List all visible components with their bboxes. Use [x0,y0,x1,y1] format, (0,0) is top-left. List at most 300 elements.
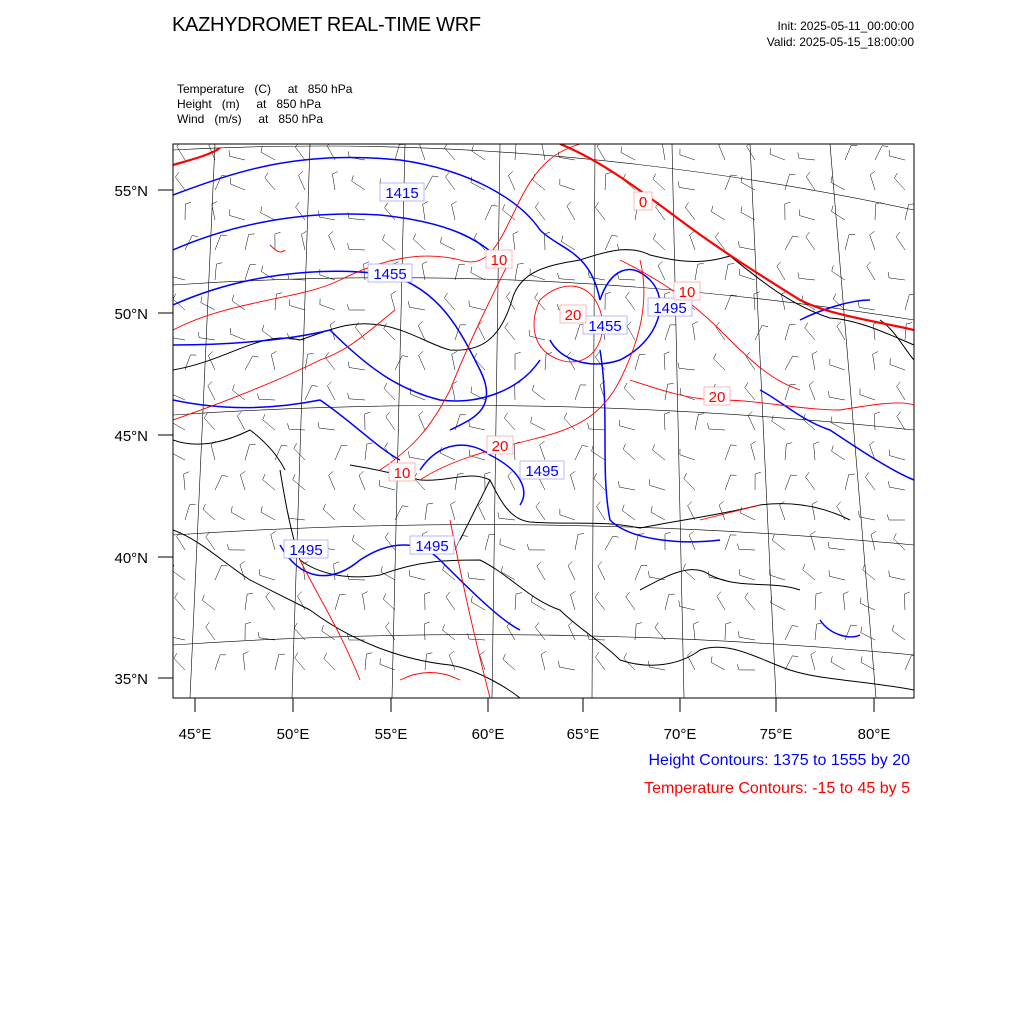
wind-barb-flag [222,476,228,477]
wind-barb [575,325,580,340]
wind-barb [897,416,905,430]
wind-barb [837,326,845,340]
wind-barb-flag [385,443,388,448]
wind-barb [472,151,485,160]
wind-barb [622,510,635,520]
wind-barb-flag [793,356,799,357]
wind-barb-flag [540,441,545,445]
wind-barb [320,275,335,280]
wind-barb-flag [741,207,742,213]
wind-barb-flag [170,388,171,394]
wind-barb-flag [409,451,410,457]
wind-barb [381,572,395,580]
wind-barb-flag [469,421,470,427]
wind-barb-flag [867,262,871,267]
wind-barb [709,429,725,430]
wind-barb [215,655,220,670]
wind-barb [905,295,909,310]
wind-barb-flag [424,622,430,624]
wind-barb [507,626,515,640]
wind-barb [772,540,785,550]
wind-barb-flag [202,595,204,601]
wind-barb-flag [888,272,889,278]
wind-barb-flag [413,234,416,239]
wind-barb-flag [535,622,539,627]
wind-barb-flag [367,443,373,444]
wind-barb-flag [612,236,618,237]
wind-barb-flag [812,351,817,354]
wind-barb [206,627,215,640]
wind-barb-flag [567,202,571,207]
wind-barb-flag [708,423,710,429]
wind-barb [889,487,905,490]
wind-barb-flag [208,351,213,355]
wind-barb [334,564,335,580]
wind-barb [535,207,545,220]
wind-barb-flag [653,234,656,240]
wind-barb-flag [258,632,259,638]
wind-barb-flag [569,621,573,625]
wind-barb [320,305,335,310]
wind-barb [455,265,459,281]
wind-barb-flag [679,601,680,607]
wind-barb [863,570,875,580]
wind-barb-flag [751,441,756,444]
wind-barb-flag [896,232,900,237]
wind-barb-flag [828,542,829,548]
wind-barb-flag [858,302,859,308]
wind-barb-flag [423,202,428,205]
wind-barb [409,307,425,310]
wind-barb [771,603,785,610]
wind-barb [845,625,851,640]
wind-barb [199,338,215,340]
wind-barb [541,655,545,671]
wind-barb-flag [688,502,692,506]
wind-barb [653,179,665,190]
wind-barb-flag [452,201,457,204]
wind-barb-flag [860,598,861,604]
wind-barb [208,386,215,400]
wind-barb-flag [717,592,721,597]
wind-barb [725,264,728,280]
wind-barb-flag [806,232,810,237]
wind-barb [890,456,905,460]
wind-barb-flag [594,473,597,478]
wind-barb [353,509,365,520]
wind-barb-flag [275,232,281,234]
wind-barb [745,388,755,400]
wind-barb-flag [445,143,448,148]
wind-barb-flag [201,297,202,303]
wind-barb-flag [319,211,320,217]
wind-barb [301,234,305,250]
wind-barb [561,242,575,251]
wind-barb [777,266,785,280]
wind-barb [289,518,305,520]
temperature-label: 20 [491,438,509,455]
wind-barb-flag [714,353,717,358]
wind-barb-flag [649,661,650,667]
wind-barb-flag [422,261,427,264]
wind-barb [892,631,905,640]
wind-barb-flag [192,236,198,237]
wind-barb-flag [785,202,791,204]
wind-barb [349,368,365,371]
temperature-label: 20 [564,307,582,324]
wind-barb-flag [261,506,262,512]
wind-barb-flag [693,622,698,624]
wind-barb-flag [711,206,712,212]
wind-barb [425,504,427,520]
wind-barb-flag [513,232,518,235]
wind-barb-flag [669,594,675,595]
wind-barb [725,295,731,310]
wind-barb [323,509,335,520]
wind-barb-flag [169,631,170,637]
wind-barb-flag [772,535,774,541]
wind-barb-flag [814,442,820,444]
wind-barb [664,354,665,370]
wind-barb [832,271,845,280]
wind-barb [349,580,365,581]
wind-barb-flag [359,471,364,475]
wind-barb [785,356,793,370]
wind-barb-flag [288,423,290,429]
wind-barb-flag [595,352,599,357]
wind-barb-flag [739,241,740,247]
wind-barb-flag [265,173,268,178]
wind-barb-flag [384,383,387,388]
wind-barb [425,176,433,190]
wind-barb-flag [745,383,748,388]
wind-barb [679,606,695,610]
wind-barb [560,515,575,520]
wind-barb [245,594,247,610]
wind-barb [170,276,186,280]
height-label: 1495 [525,463,559,480]
wind-barb [275,655,279,671]
wind-barb-flag [745,593,748,598]
wind-barb [748,416,755,430]
wind-barb [719,145,725,160]
wind-barb [635,565,641,580]
temperature-label: 0 [638,194,648,211]
wind-barb [169,637,185,640]
wind-barb [290,306,305,311]
wind-barb-flag [843,592,848,595]
wind-barb-flag [678,362,679,368]
wind-barb [741,513,755,520]
wind-barb-flag [668,383,674,384]
wind-barb [386,417,395,430]
wind-barb [725,624,726,640]
wind-barb [327,386,335,400]
wind-barb-flag [498,512,499,518]
wind-barb-flag [619,481,620,487]
wind-barb-flag [889,481,890,487]
lat-label: 35°N [114,671,148,688]
wind-barb [843,594,845,610]
wind-barb-flag [626,592,630,597]
wind-barb [725,535,730,550]
wind-barb [829,397,845,400]
wind-barb-flag [755,472,761,474]
wind-barb [665,325,670,340]
wind-barb-flag [741,176,742,182]
wind-barb [635,355,639,370]
wind-barb [452,354,455,370]
wind-barb-flag [568,562,572,566]
wind-barb-flag [329,471,334,475]
wind-barb [624,659,635,670]
wind-barb [295,658,305,670]
wind-barb-flag [738,631,739,637]
wind-barb [230,334,245,340]
wind-barb-flag [777,262,781,267]
wind-barb-flag [471,596,472,602]
temperature-label: 10 [393,465,411,482]
wind-barb-flag [649,571,650,577]
wind-barb [305,354,308,370]
wind-barb-flag [606,172,612,174]
wind-barb-flag [578,534,584,535]
wind-barb-flag [348,243,350,249]
wind-barb [446,597,455,610]
wind-barb-flag [873,352,878,355]
wind-barb-flag [537,562,541,567]
wind-barb [230,156,246,160]
wind-barb [208,356,215,371]
wind-barb-flag [386,412,390,417]
lat-label: 55°N [114,183,148,200]
wind-barb-flag [892,625,894,631]
wind-barb [289,279,305,280]
wind-barb [684,479,695,490]
wind-barb [542,144,545,160]
wind-barb [203,509,215,520]
wind-barb-flag [402,356,408,357]
wind-barb [319,217,335,220]
wind-barb-flag [812,501,817,504]
wind-barb [261,512,275,520]
wind-barb-flag [592,446,594,452]
wind-barb [799,278,815,280]
wind-barb [531,602,545,610]
wind-barb [532,390,545,400]
wind-barb-flag [627,322,631,327]
wind-barb-flag [621,147,622,153]
wind-barb-flag [468,572,469,578]
wind-barb [605,536,613,550]
wind-barb-flag [204,413,207,418]
wind-barb [845,145,851,160]
height-label: 1495 [415,538,449,555]
wind-barb-flag [365,412,371,414]
wind-barb-flag [605,292,611,294]
wind-barb-flag [624,383,627,388]
wind-barb-flag [532,385,534,391]
wind-barb-flag [341,445,347,446]
wind-barb [739,549,755,550]
wind-barb [478,326,485,340]
height-label: 1495 [289,542,323,559]
wind-barb-flag [418,321,422,325]
wind-barb [809,385,815,400]
wind-barb [873,324,875,340]
wind-barb-flag [655,623,658,628]
wind-barb [271,355,275,371]
wind-barb [230,216,245,221]
wind-barb-flag [623,444,625,449]
field-wind: Wind (m/s) at 850 hPa [177,112,324,126]
wind-barb [499,518,515,520]
wind-barb [335,595,340,610]
wind-barb-flag [582,446,588,447]
wind-barb-flag [480,651,485,655]
wind-barb-flag [596,652,600,657]
wind-barb [469,639,485,640]
wind-barb-flag [613,536,619,537]
wind-barb-flag [658,261,662,265]
wind-barb [658,266,665,280]
map-title: KAZHYDROMET REAL-TIME WRF [172,14,481,36]
wind-barb [513,234,515,250]
wind-barb-flag [230,328,231,334]
wind-barb-flag [485,472,491,474]
field-height: Height (m) at 850 hPa [177,97,322,111]
wind-barb-flag [385,203,388,208]
wind-barb [831,662,845,670]
wind-barb [289,429,305,430]
height-legend: Height Contours: 1375 to 1555 by 20 [648,752,910,769]
wind-barb-flag [792,656,798,657]
wind-barb-flag [240,471,245,474]
wind-barb-flag [492,206,498,207]
wind-barb [830,365,845,370]
wind-barb [295,147,305,160]
wind-barb-flag [693,322,698,325]
wind-barb-flag [347,304,349,310]
wind-barb-flag [531,417,532,423]
wind-barb [772,421,785,430]
wind-barb-flag [294,443,297,448]
wind-barb [172,571,185,580]
wind-barb [754,294,755,310]
wind-barb [177,536,185,550]
lat-label: 40°N [114,550,148,567]
wind-barb [329,235,335,250]
wind-barb-flag [427,503,433,504]
height-label: 1495 [653,300,687,317]
wind-barb [831,182,845,190]
wind-barb [619,487,635,490]
wind-barb-flag [261,266,262,272]
wind-barb [383,240,396,250]
wind-barb [785,325,790,340]
wind-barb [564,418,575,430]
wind-barb-flag [474,353,477,358]
wind-barb [832,451,845,460]
wind-barb-flag [678,181,679,187]
wind-barb-flag [816,593,822,595]
wind-barb-flag [318,422,319,428]
wind-barb-flag [449,651,454,655]
wind-barb [803,570,815,580]
wind-barb [424,624,425,640]
wind-barb [175,177,185,190]
wind-barb [653,239,665,250]
wind-barb-flag [355,322,358,327]
wind-barb [571,595,576,610]
wind-barb [567,206,575,220]
wind-barb [215,235,221,250]
wind-barb [175,598,185,610]
wind-barb [831,423,845,431]
wind-barb [215,264,216,280]
wind-barb-flag [293,474,295,480]
wind-barb [419,355,425,370]
wind-barb [569,625,576,640]
wind-barb-flag [348,393,349,399]
wind-barb [365,654,366,670]
temperature-label: 10 [678,284,696,301]
wind-barb [515,264,518,280]
wind-barb-flag [728,264,734,265]
wind-barb [362,594,365,610]
wind-barb-flag [504,413,507,418]
wind-barb [359,475,365,490]
wind-barb-flag [474,233,477,238]
wind-barb [889,577,905,580]
height-contours [173,157,914,637]
wind-barb [329,475,335,490]
wind-barb [597,506,606,520]
wind-barb [598,566,605,580]
wind-barb [324,659,335,671]
wind-barb-flag [762,326,768,327]
wind-barb [445,148,455,160]
wind-barb [680,155,695,160]
wind-barb-flag [173,294,176,300]
temperature-label: 10 [490,252,508,269]
wind-barb [875,146,882,160]
temperature-label: 20 [708,389,726,406]
wind-barb-flag [564,413,567,418]
wind-barb [725,475,731,490]
wind-barb [410,576,426,580]
wind-barb [685,207,695,220]
wind-barb-flag [296,202,300,207]
temperature-legend: Temperature Contours: -15 to 45 by 5 [644,780,910,797]
wind-barb-flag [229,150,230,156]
wind-barb [240,565,245,580]
wind-barb-flag [588,423,589,429]
wind-barb-flag [803,564,805,570]
wind-barb-flag [348,151,349,157]
wind-barb [624,388,635,400]
wind-barb [865,477,875,490]
wind-barb-flag [232,295,234,301]
wind-barb [859,307,875,310]
wind-barb-flag [641,565,647,566]
wind-barb [425,654,427,670]
wind-barb-flag [653,174,656,180]
wind-barb-flag [209,141,214,145]
wind-barb-flag [726,622,732,624]
wind-barb-flag [322,625,324,631]
wind-barb [770,154,785,160]
